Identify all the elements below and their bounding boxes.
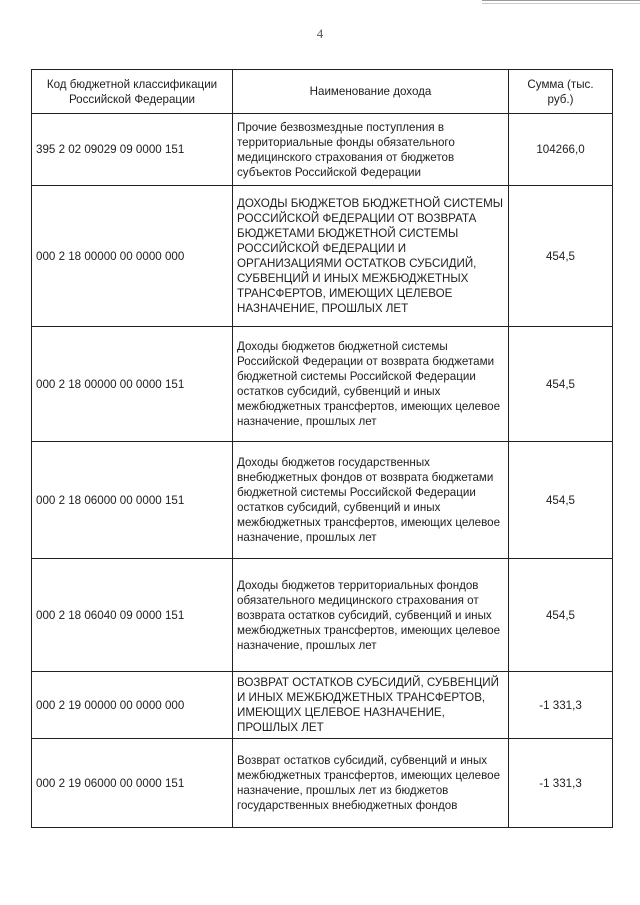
income-table [31,69,613,828]
row-sum: 454,5 [509,186,613,327]
row-code: 000 2 18 00000 00 0000 000 [32,186,233,327]
table-header-row [32,70,613,114]
row-sum: -1 331,3 [509,672,613,739]
row-name: ДОХОДЫ БЮДЖЕТОВ БЮДЖЕТНОЙ СИСТЕМЫ РОССИЙСКОЙ ФЕДЕРАЦИИ ОТ ВОЗВРАТА БЮДЖЕТАМИ БЮДЖЕТНОЙ СИСТЕМЫ РОССИЙСКОЙ ФЕДЕРАЦИИ И ОРГАНИЗАЦИЯМИ ОСТАТКОВ СУБСИДИЙ, СУБВЕНЦИЙ И ИНЫХ МЕЖБЮДЖЕТНЫХ ТРАНСФЕРТОВ, ИМЕЮЩИХ ЦЕЛЕВОЕ НАЗНАЧЕНИЕ, ПРОШЛЫХ ЛЕТ [233,186,509,327]
row-name: Доходы бюджетов бюджетной системы Российской Федерации от возврата бюджетами бюджетной системы Российской Федерации остатков субсидий, субвенций и иных межбюджетных трансфертов, имеющих целевое назначение, прошлых лет [233,327,509,442]
row-sum: 454,5 [509,442,613,559]
header-name: Наименование дохода [233,70,509,114]
page-number: 4 [316,26,324,41]
top-edge-rule [482,0,640,4]
table-row [32,114,613,186]
row-sum: -1 331,3 [509,739,613,828]
table-row [32,186,613,327]
row-code: 000 2 19 00000 00 0000 000 [32,672,233,739]
row-code: 000 2 19 06000 00 0000 151 [32,739,233,828]
row-name: Доходы бюджетов государственных внебюджетных фондов от возврата бюджетами бюджетной системы Российской Федерации остатков субсидий, субвенций и иных межбюджетных трансфертов, имеющих целевое назначение, прошлых лет [233,442,509,559]
row-sum: 104266,0 [509,114,613,186]
row-code: 000 2 18 06040 09 0000 151 [32,559,233,672]
row-sum: 454,5 [509,327,613,442]
header-sum: Сумма (тыс. руб.) [509,70,613,114]
row-code: 000 2 18 06000 00 0000 151 [32,442,233,559]
row-code: 000 2 18 00000 00 0000 151 [32,327,233,442]
row-sum: 454,5 [509,559,613,672]
row-name: Прочие безвозмездные поступления в территориальные фонды обязательного медицинского страхования от бюджетов субъектов Российской Федерации [233,114,509,186]
table-row [32,442,613,559]
row-name: Доходы бюджетов территориальных фондов обязательного медицинского страхования от возврата остатков субсидий, субвенций и иных межбюджетных трансфертов, имеющих целевое назначение, прошлых лет [233,559,509,672]
table-row [32,672,613,739]
header-code: Код бюджетной классификации Российской Федерации [32,70,233,114]
table-row [32,559,613,672]
row-name: ВОЗВРАТ ОСТАТКОВ СУБСИДИЙ, СУБВЕНЦИЙ И ИНЫХ МЕЖБЮДЖЕТНЫХ ТРАНСФЕРТОВ, ИМЕЮЩИХ ЦЕЛЕВОЕ НАЗНАЧЕНИЕ, ПРОШЛЫХ ЛЕТ [233,672,509,739]
table-row [32,739,613,828]
row-code: 395 2 02 09029 09 0000 151 [32,114,233,186]
table-row [32,327,613,442]
row-name: Возврат остатков субсидий, субвенций и иных межбюджетных трансфертов, имеющих целевое назначение, прошлых лет из бюджетов государственных внебюджетных фондов [233,739,509,828]
